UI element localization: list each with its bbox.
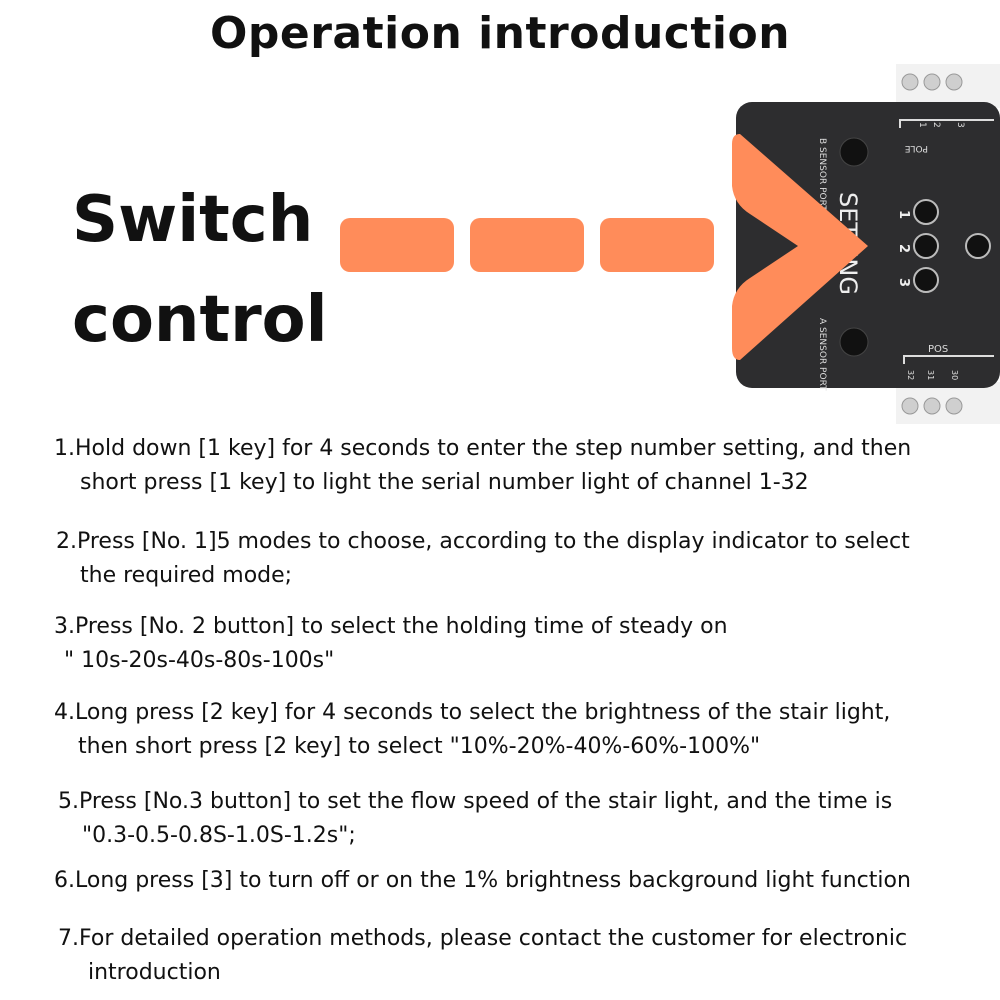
arrow-dash-2 [470, 218, 584, 272]
instruction-1-line-2: short press [1 key] to light the serial number light of channel 1-32 [80, 470, 809, 495]
instruction-2-line-2: the required mode; [80, 563, 293, 588]
terminal-bottom-label: 31 [926, 370, 935, 381]
a-sensor-label: A SENSOR PORT [817, 318, 827, 391]
button-3-label: 3 [896, 278, 911, 288]
setting-button-2 [914, 234, 938, 258]
terminal-top-label: 3 [955, 122, 965, 128]
instruction-1-line-1: 1.Hold down [1 key] for 4 seconds to enter the step number setting, and then [54, 436, 912, 461]
terminal-screw [924, 74, 940, 90]
instruction-3-line-1: 3.Press [No. 2 button] to select the holding time of steady on [54, 614, 728, 639]
terminal-screw [902, 74, 918, 90]
arrow-dash-3 [600, 218, 714, 272]
terminal-bottom-label: 30 [950, 370, 959, 381]
terminal-top-label: 1 [917, 122, 927, 128]
b-sensor-label: B SENSOR PORT [817, 138, 827, 211]
pos-label: POS [928, 344, 949, 355]
terminal-screw [924, 398, 940, 414]
terminal-top-label: 2 [931, 122, 941, 128]
instruction-6 [54, 864, 911, 898]
instruction-4-line-1: 4.Long press [2 key] for 4 seconds to select the brightness of the stair light, [54, 700, 891, 725]
pole-label: POLE [904, 143, 928, 153]
instruction-4 [54, 696, 890, 764]
setting-button-3 [914, 268, 938, 292]
terminal-screw [946, 398, 962, 414]
instruction-7 [58, 922, 907, 990]
instruction-2 [56, 525, 910, 593]
instruction-6-line-1: 6.Long press [3] to turn off or on the 1% brightness background light function [54, 868, 911, 893]
page-title: Operation introduction [209, 8, 791, 59]
setting-button-1 [914, 200, 938, 224]
instruction-7-line-1: 7.For detailed operation methods, please contact the customer for electronic [58, 926, 908, 951]
arrow-head-icon [728, 128, 878, 368]
instruction-5 [58, 785, 892, 853]
instruction-5-line-1: 5.Press [No.3 button] to set the flow speed of the stair light, and the time is [58, 789, 893, 814]
instruction-3-line-2: " 10s-20s-40s-80s-100s" [64, 648, 335, 673]
instruction-3 [54, 610, 728, 678]
arrow-head-shape [732, 134, 868, 360]
instruction-5-line-2: "0.3-0.5-0.8S-1.0S-1.2s"; [82, 823, 356, 848]
instruction-7-line-2: introduction [88, 960, 221, 985]
instruction-2-line-1: 2.Press [No. 1]5 modes to choose, according to the display indicator to select [56, 529, 910, 554]
terminal-screw [946, 74, 962, 90]
terminal-screw [902, 398, 918, 414]
instruction-4-line-2: then short press [2 key] to select "10%-20%-40%-60%-100%" [78, 734, 761, 759]
headline-switch: Switch [72, 183, 314, 257]
button-1-label: 1 [896, 210, 911, 220]
instruction-1 [54, 432, 911, 500]
button-2-label: 2 [896, 244, 911, 254]
headline-control: control [72, 283, 328, 357]
arrow-dash-1 [340, 218, 454, 272]
indicator-led [966, 234, 990, 258]
terminal-bottom-label: 32 [906, 370, 915, 381]
